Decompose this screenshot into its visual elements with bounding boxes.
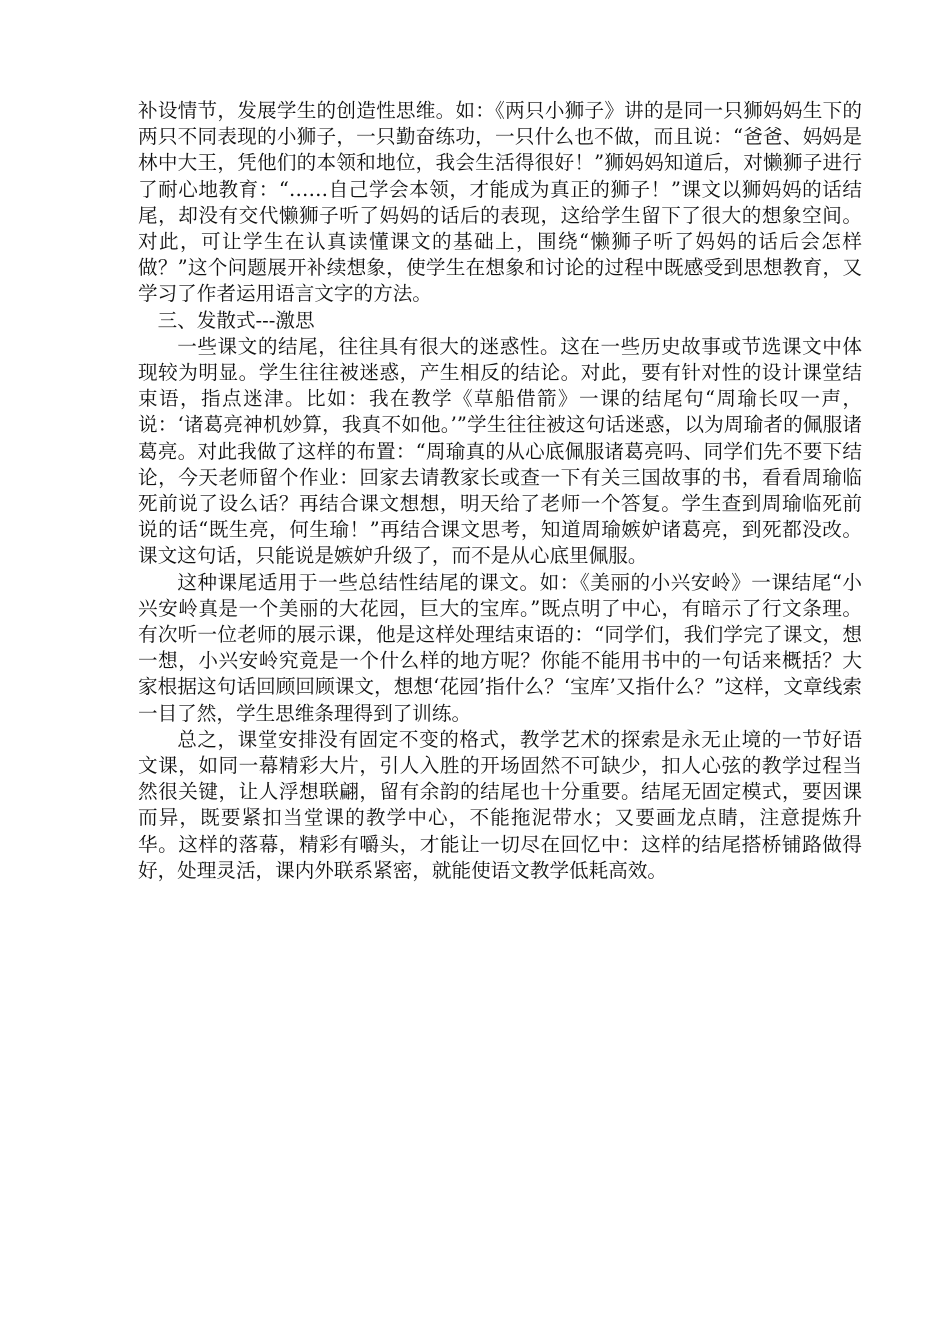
- paragraph-conclusion: 总之，课堂安排没有固定不变的格式，教学艺术的探索是永无止境的一节好语文课，如同一幕精彩大片，引人入胜的开场固然不可缺少，扣人心弦的教学过程当然很关键，让人浮想联翩，留有余韵的结尾也十分重要。结尾无固定模式，要因课而异，既要紧扣当堂课的教学中心，不能拖泥带水；又要画龙点睛，注意提炼升华。这样的落幕，精彩有嚼头，才能让一切尽在回忆中：这样的结尾搭桥铺路做得好，处理灵活，课内外联系紧密，就能使语文教学低耗高效。: [138, 727, 862, 882]
- paragraph-confusing-endings: 一些课文的结尾，往往具有很大的迷惑性。这在一些历史故事或节选课文中体现较为明显。学生往往被迷惑，产生相反的结论。对此，要有针对性的设计课堂结束语，指点迷津。比如：我在教学《草船借箭》一课的结尾句“周瑜长叹一声，说：‘诸葛亮神机妙算，我真不如他。’”学生往往被这句话迷惑，以为周瑜者的佩服诸葛亮。对此我做了这样的布置：“周瑜真的从心底佩服诸葛亮吗、同学们先不要下结论，今天老师留个作业：回家去请教家长或查一下有关三国故事的书，看看周瑜临死前说了设么话？再结合课文想想，明天给了老师一个答复。学生查到周瑜临死前说的话“既生亮，何生瑜！”再结合课文思考，知道周瑜嫉妒诸葛亮，到死都没改。课文这句话，只能说是嫉妒升级了，而不是从心底里佩服。: [138, 334, 862, 568]
- document-body: [138, 98, 862, 884]
- section-heading-divergent: 三、发散式---激思: [157, 308, 315, 332]
- paragraph-creative-thinking: 补设情节，发展学生的创造性思维。如：《两只小狮子》讲的是同一只狮妈妈生下的两只不同表现的小狮子，一只勤奋练功，一只什么也不做，而且说：“爸爸、妈妈是林中大王，凭他们的本领和地位，我会生活得很好！”狮妈妈知道后，对懒狮子进行了耐心地教育：“……自己学会本领，才能成为真正的狮子！”课文以狮妈妈的话结尾，却没有交代懒狮子听了妈妈的话后的表现，这给学生留下了很大的想象空间。对此，可让学生在认真读懂课文的基础上，围绕“懒狮子听了妈妈的话后会怎样做？”这个问题展开补续想象，使学生在想象和讨论的过程中既感受到思想教育，又学习了作者运用语言文字的方法。: [138, 99, 862, 306]
- paragraph-summary-endings: 这种课尾适用于一些总结性结尾的课文。如：《美丽的小兴安岭》一课结尾“小兴安岭真是一个美丽的大花园，巨大的宝库。”既点明了中心，有暗示了行文条理。有次听一位老师的展示课，他是这样处理结束语的：“同学们，我们学完了课文，想一想，小兴安岭究竟是一个什么样的地方呢？你能不能用书中的一句话来概括？大家根据这句话回顾回顾课文，想想‘花园’指什么？‘宝库’又指什么？”这样，文章线索一目了然，学生思维条理得到了训练。: [138, 570, 862, 725]
